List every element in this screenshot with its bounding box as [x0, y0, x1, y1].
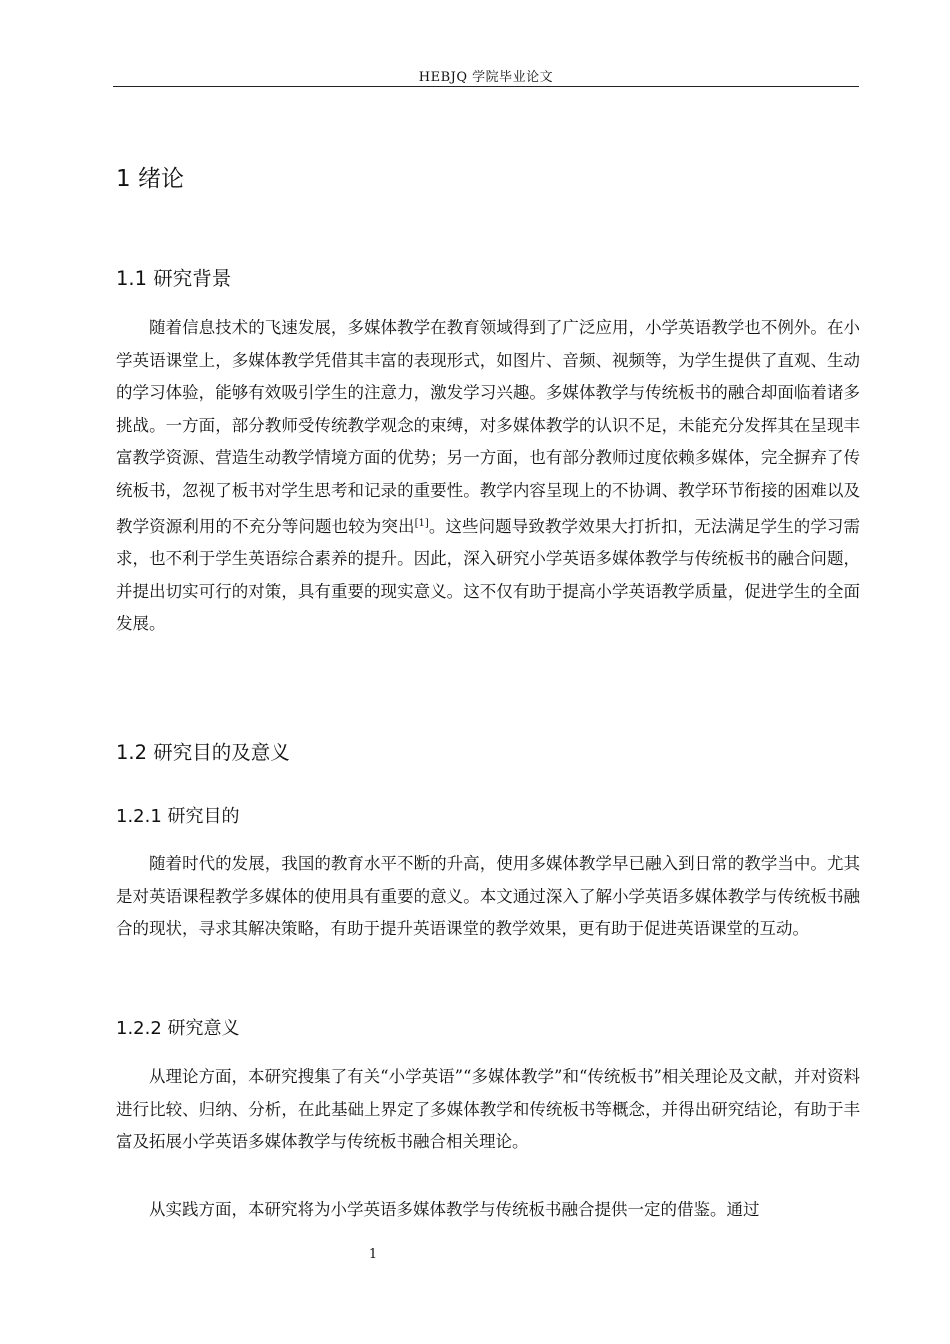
- background-text-part2: 。这些问题导致教学效果大打折扣，无法满足学生的学习需求，也不利于学生英语综合素养的提升。因此，深入研究小学英语多媒体教学与传统板书的融合问题，并提出切实可行的对策，具有重要的现实意义。这不仅有助于提高小学英语教学质量，促进学生的全面发展。: [116, 516, 861, 634]
- chapter-title: 1 绪论: [116, 166, 184, 192]
- background-paragraph: [116, 312, 860, 641]
- significance-paragraph-2: 从实践方面，本研究将为小学英语多媒体教学与传统板书融合提供一定的借鉴。通过: [149, 1200, 760, 1219]
- section-title-background: 1.1 研究背景: [116, 267, 232, 290]
- subsection-title-purpose: 1.2.1 研究目的: [116, 806, 240, 827]
- significance-paragraph-1: 从理论方面，本研究搜集了有关“小学英语”“多媒体教学”和“传统板书”相关理论及文献，并对资料进行比较、归纳、分析，在此基础上界定了多媒体教学和传统板书等概念，并得出研究结论，有助于丰富及拓展小学英语多媒体教学与传统板书融合相关理论。: [116, 1067, 860, 1152]
- page-number: 1: [368, 1247, 378, 1262]
- citation-ref: [1]: [414, 517, 429, 529]
- running-header: HEBJQ 学院毕业论文: [418, 70, 554, 85]
- background-text-part1: 随着信息技术的飞速发展，多媒体教学在教育领域得到了广泛应用，小学英语教学也不例外。在小学英语课堂上，多媒体教学凭借其丰富的表现形式，如图片、音频、视频等，为学生提供了直观、生动的学习体验，能够有效吸引学生的注意力，激发学习兴趣。多媒体教学与传统板书的融合却面临着诸多挑战。一方面，部分教师受传统教学观念的束缚，对多媒体教学的认识不足，未能充分发挥其在呈现丰富教学资源、营造生动教学情境方面的优势；另一方面，也有部分教师过度依赖多媒体，完全摒弃了传统板书，忽视了板书对学生思考和记录的重要性。教学内容呈现上的不协调、教学环节衔接的困难以及教学资源利用的不充分等问题也较为突出: [116, 318, 860, 536]
- header-divider: [113, 86, 859, 87]
- section-title-purpose-significance: 1.2 研究目的及意义: [116, 741, 290, 764]
- purpose-paragraph: 随着时代的发展，我国的教育水平不断的升高，使用多媒体教学早已融入到日常的教学当中。尤其是对英语课程教学多媒体的使用具有重要的意义。本文通过深入了解小学英语多媒体教学与传统板书融合的现状，寻求其解决策略，有助于提升英语课堂的教学效果，更有助于促进英语课堂的互动。: [116, 854, 860, 939]
- subsection-title-significance: 1.2.2 研究意义: [116, 1018, 240, 1039]
